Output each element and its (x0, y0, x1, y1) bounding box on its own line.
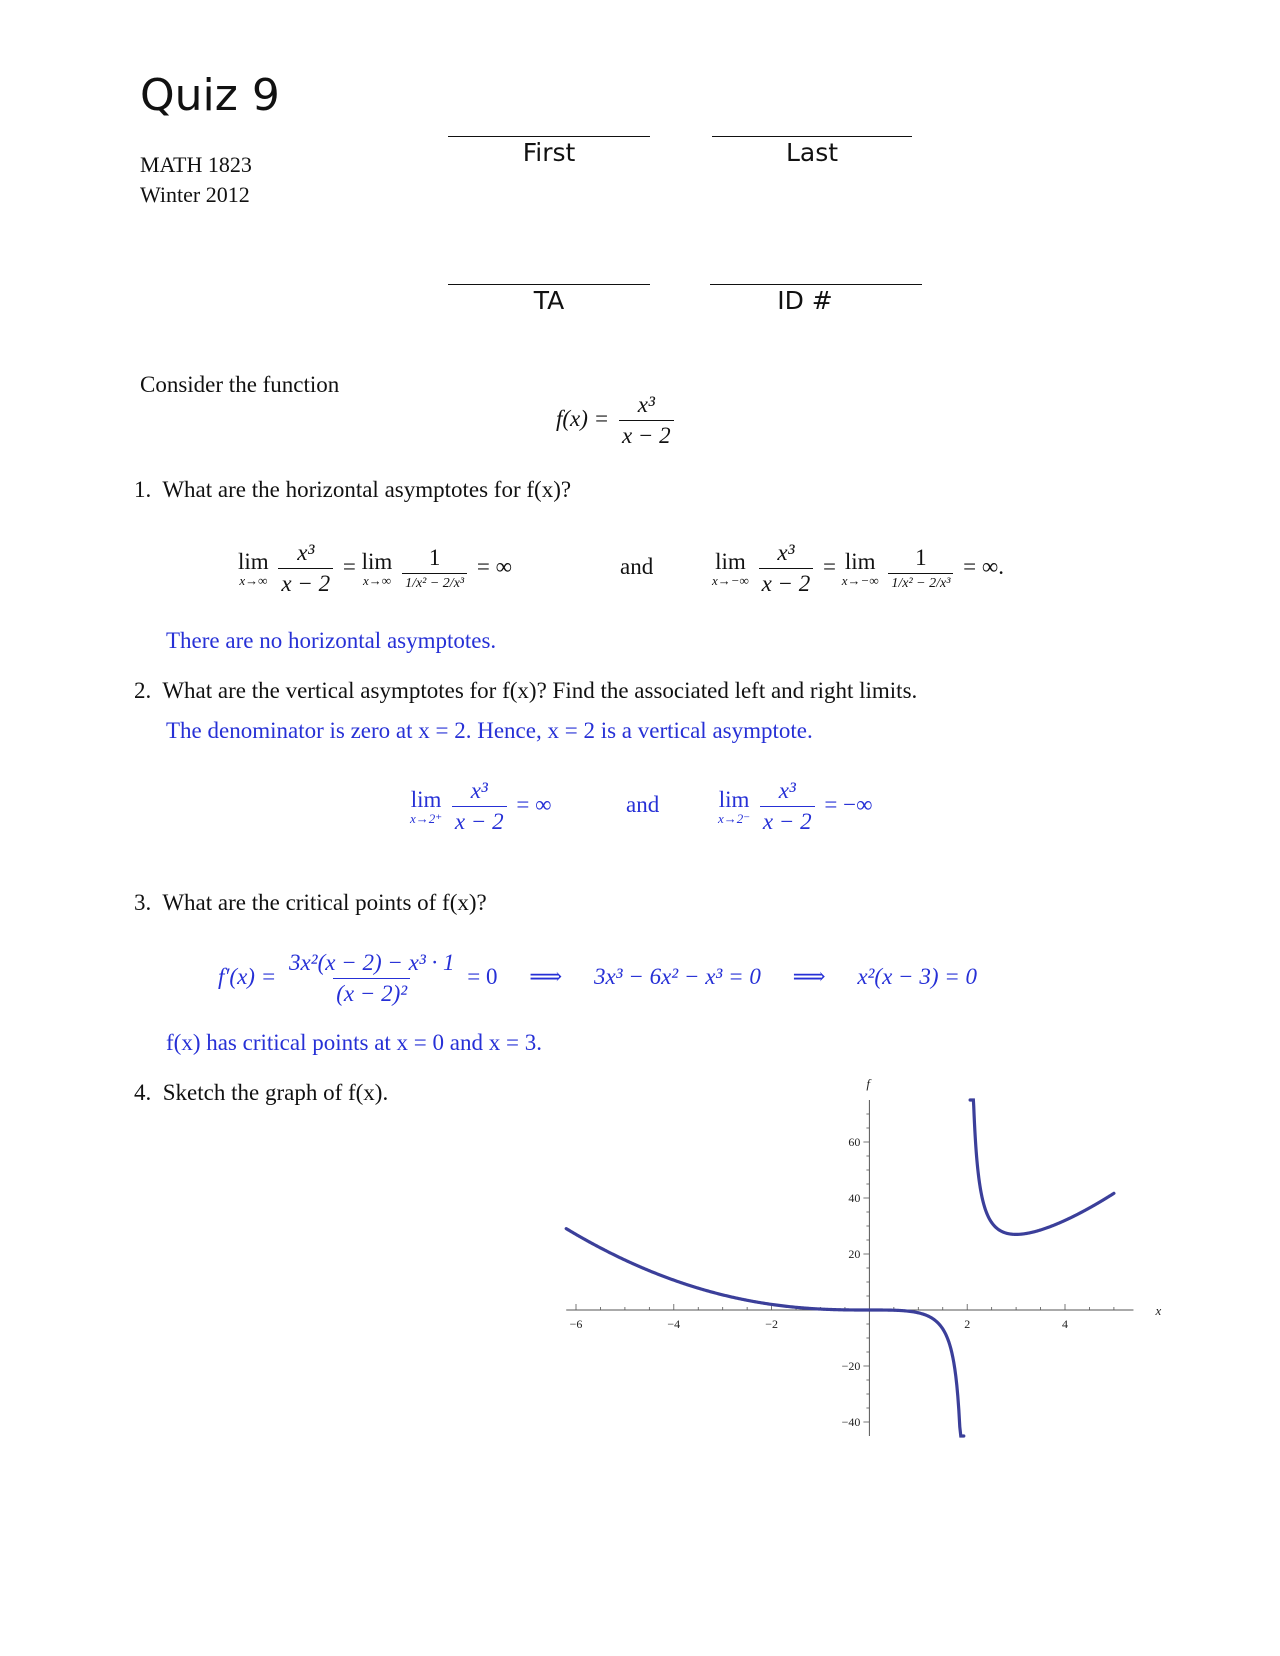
frac-den: x − 2 (760, 806, 815, 835)
q4-number: 4. (134, 1080, 152, 1105)
frac-num: x³ (777, 540, 795, 565)
q4-text: Sketch the graph of f(x). (162, 1080, 389, 1105)
q1-answer: There are no horizontal asymptotes. (166, 628, 497, 653)
frac-den: x − 2 (278, 568, 333, 597)
frac-num: 1 (915, 545, 927, 570)
equals-zero: = 0 (467, 963, 498, 989)
course-term: Winter 2012 (140, 182, 250, 207)
equals-infinity: = ∞ (516, 791, 552, 817)
x-tick-label: −2 (765, 1317, 778, 1331)
q2-text: What are the vertical asymptotes for f(x)? Find the associated left and right limits. (162, 678, 918, 703)
frac-num: 1 (428, 545, 441, 570)
frac-num: x³ (778, 778, 796, 803)
axes-group (566, 1076, 1161, 1436)
x-tick-label: 4 (1062, 1317, 1068, 1331)
y-tick-label: 60 (848, 1135, 861, 1149)
curve-left-branch (566, 1229, 964, 1436)
q3-number: 3. (134, 890, 152, 915)
lim-sub: x→∞ (362, 572, 391, 588)
frac-den: 1/x² − 2/x³ (888, 573, 953, 592)
equals-infinity: = ∞. (963, 553, 1005, 579)
quiz-title: Quiz 9 (140, 70, 280, 121)
y-tick-label: 40 (848, 1191, 861, 1205)
y-tick-label: −20 (841, 1359, 861, 1373)
derivative-numerator: 3x²(x − 2) − x³ · 1 (288, 950, 455, 975)
x-axis-label: x (1155, 1303, 1162, 1318)
frac-den: 1/x² − 2/x³ (402, 573, 467, 592)
x-tick-label: −6 (569, 1317, 583, 1331)
lim-word: lim (361, 548, 393, 574)
function-denominator: x − 2 (619, 420, 674, 449)
q3-text: What are the critical points of f(x)? (162, 890, 487, 915)
lim-sub: x→−∞ (712, 572, 749, 588)
frac-num: x³ (297, 540, 315, 565)
curves-group (566, 1100, 1114, 1436)
lim-word: lim (238, 548, 269, 574)
frac-den: x − 2 (452, 806, 507, 835)
x-tick-label: 2 (964, 1317, 971, 1331)
q2-answer: The denominator is zero at x = 2. Hence, x = 2 is a vertical asymptote. (166, 718, 813, 743)
lim-word: lim (844, 548, 876, 574)
lim-sub: x→2⁻ (718, 810, 751, 826)
course-code: MATH 1823 (140, 152, 252, 177)
q1-text: What are the horizontal asymptotes for f(x)? (162, 477, 572, 502)
ta-label: TA (533, 286, 565, 315)
equals-neg-infinity: = −∞ (824, 791, 873, 817)
lim-word: lim (715, 548, 746, 574)
q2-number: 2. (134, 678, 152, 703)
q2-and: and (626, 792, 660, 817)
equals: = (823, 553, 837, 579)
id-label: ID # (777, 286, 833, 315)
frac-num: x³ (470, 778, 488, 803)
x-tick-label: −4 (667, 1317, 681, 1331)
derivative-step2: 3x³ − 6x² − x³ = 0 (593, 963, 761, 989)
lim-word: lim (410, 786, 442, 812)
equals-infinity: = ∞ (476, 553, 512, 579)
y-axis-label: f (866, 1076, 871, 1091)
lim-sub: x→∞ (239, 572, 268, 588)
derivative-denominator: (x − 2)² (333, 978, 410, 1007)
function-lhs: f(x) = (556, 405, 610, 431)
curve-right-branch (970, 1100, 1114, 1234)
y-tick-label: −40 (841, 1415, 861, 1429)
equals: = (342, 553, 356, 579)
frac-den: x − 2 (759, 568, 814, 597)
intro-text: Consider the function (140, 372, 340, 397)
lim-sub: x→−∞ (841, 572, 879, 588)
lim-word: lim (718, 786, 750, 812)
q3-answer: f(x) has critical points at x = 0 and x = 3. (166, 1030, 542, 1055)
implies-arrow: ⟹ (792, 963, 826, 989)
first-name-label: First (522, 138, 576, 167)
last-name-label: Last (785, 138, 839, 167)
y-tick-label: 20 (848, 1247, 861, 1261)
derivative-step3: x²(x − 3) = 0 (857, 963, 977, 989)
lim-sub: x→2⁺ (410, 810, 443, 826)
q1-number: 1. (134, 477, 152, 502)
implies-arrow: ⟹ (529, 963, 563, 989)
q1-and: and (620, 554, 654, 579)
derivative-lhs: f′(x) = (218, 963, 277, 989)
function-numerator: x³ (637, 392, 655, 417)
